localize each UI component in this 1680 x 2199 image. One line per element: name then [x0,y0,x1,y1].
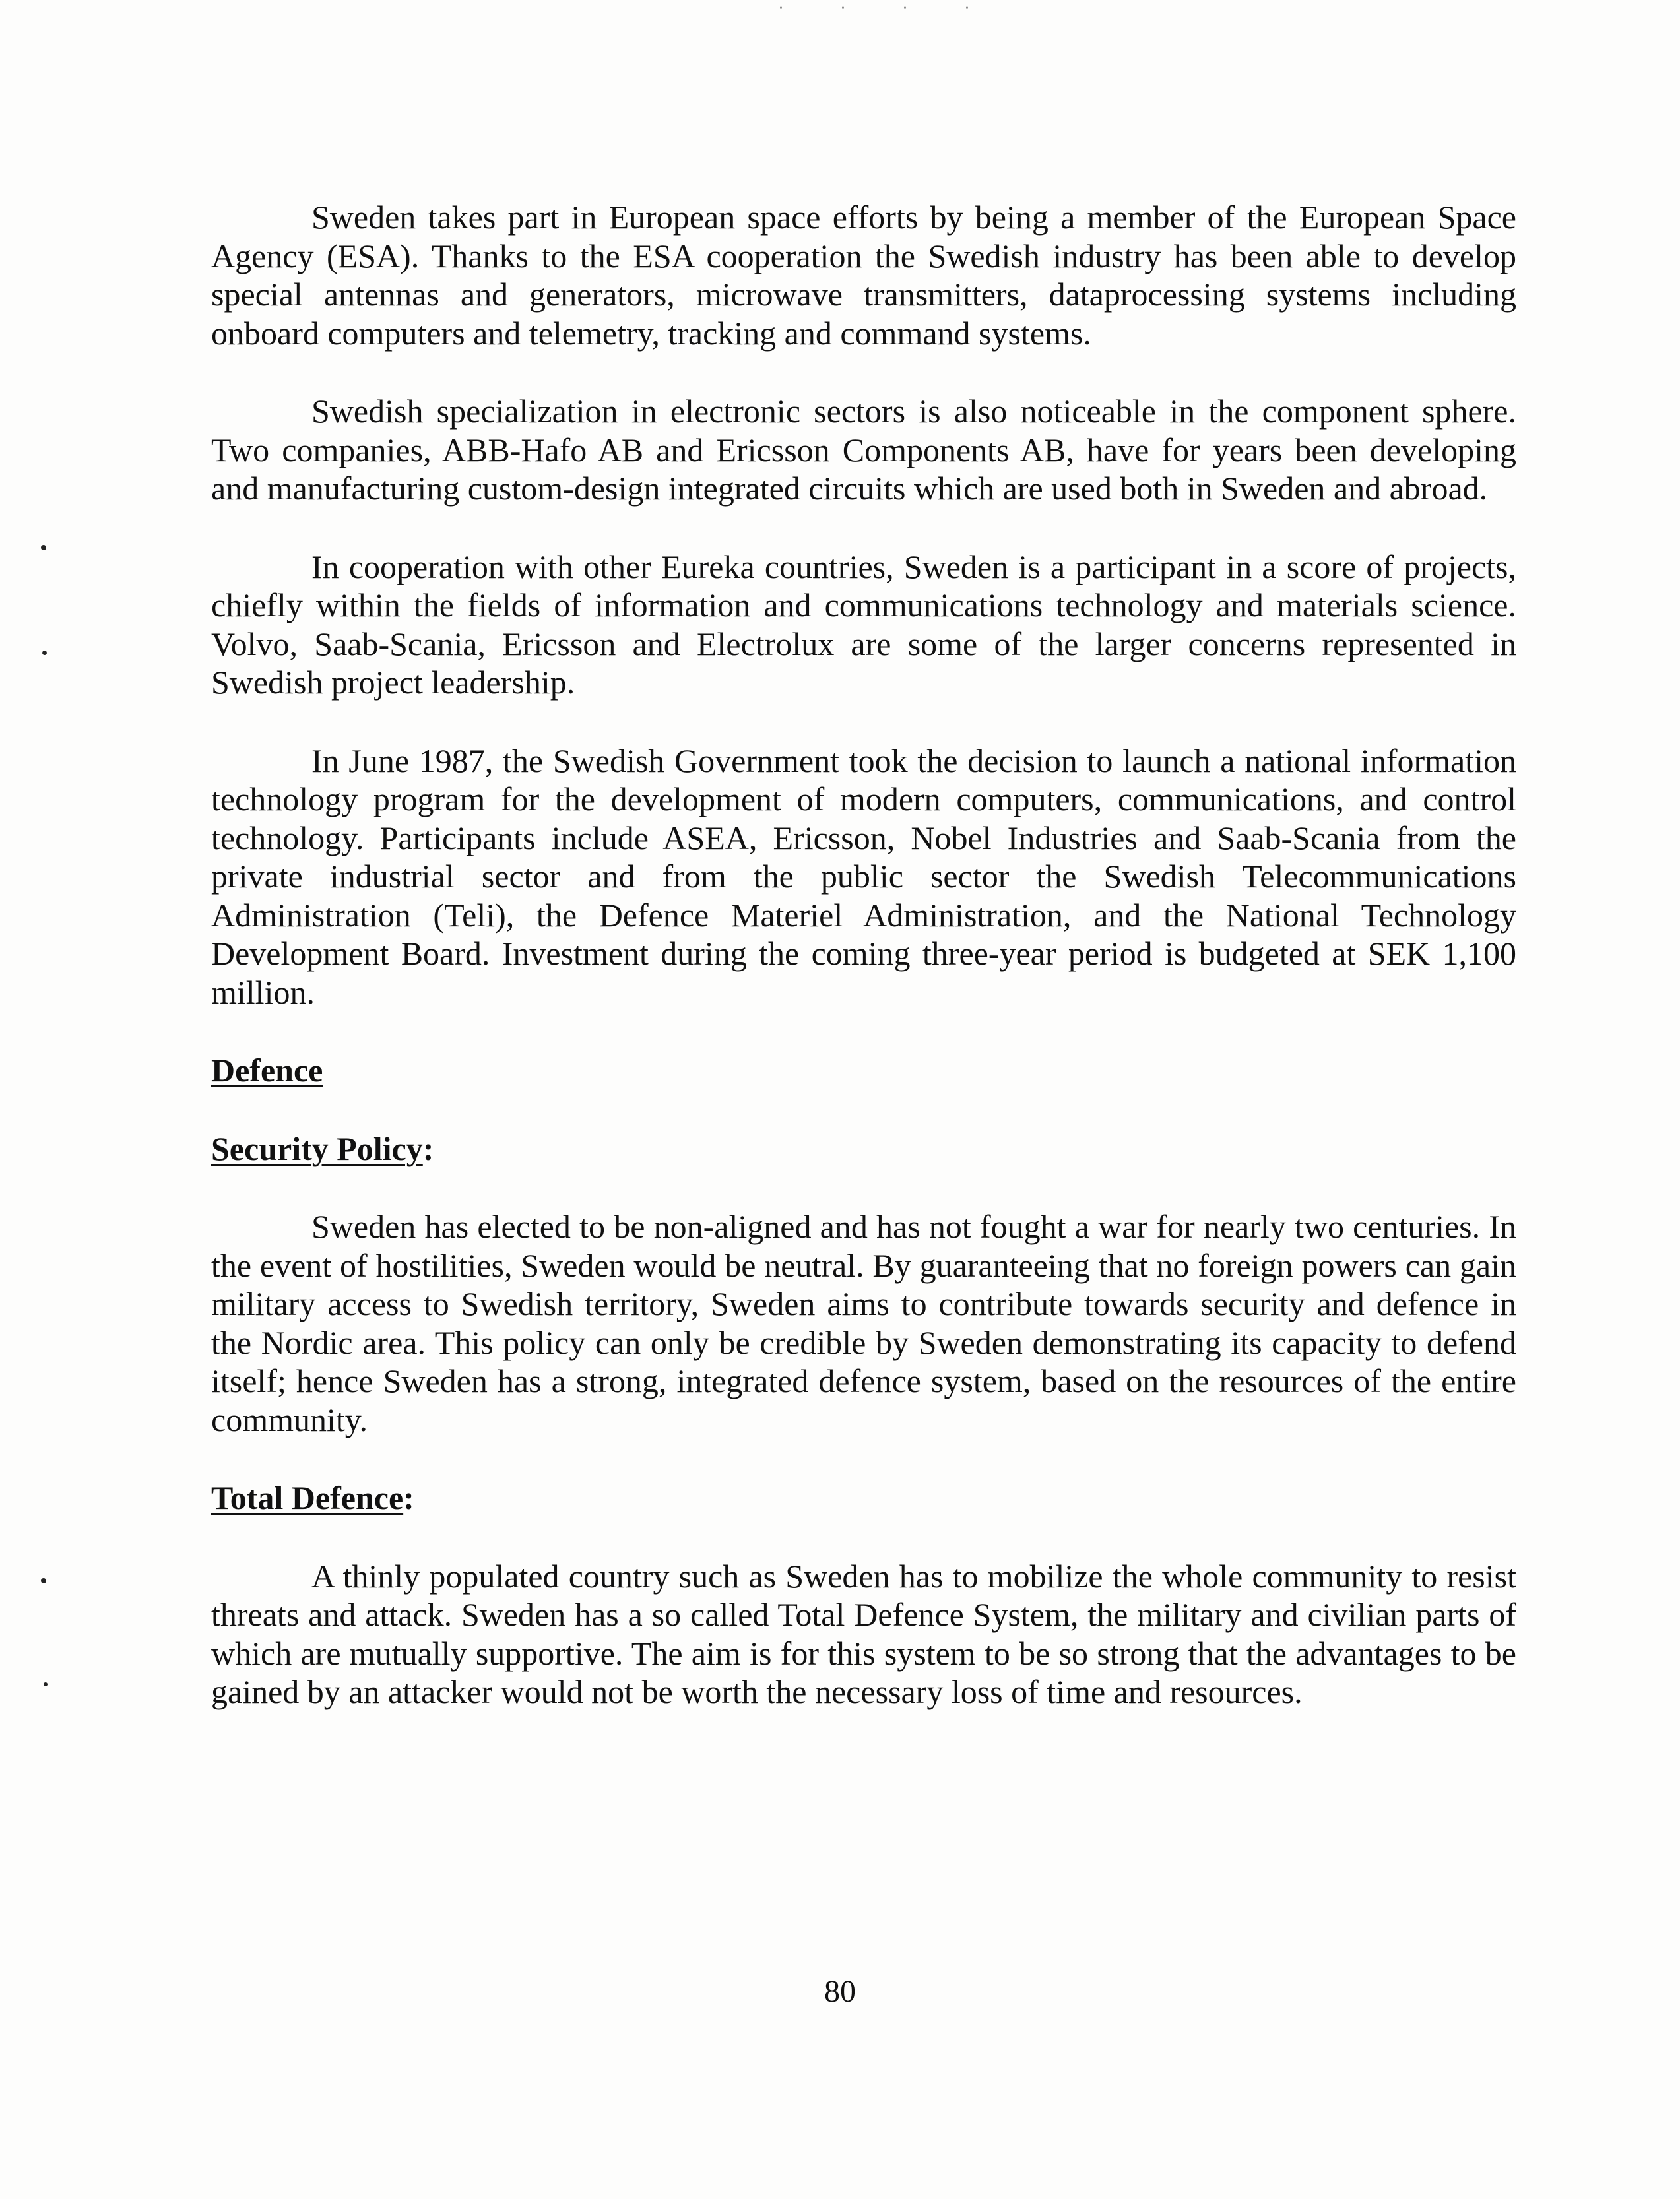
scan-speck [44,1682,48,1686]
scan-speck [41,1578,46,1583]
page-number: 80 [824,1974,856,2009]
paragraph-space-efforts: Sweden takes part in European space efforts by being a member of the European Space Agency (ESA). Thanks to the ESA cooperation the Swedish industry has been able to develop special antennas and generators, microwave transmitters, dataprocessing systems including onboard computers and telemetry, tracking and command systems. [211,199,1516,352]
scan-artifact-marks: · · · · [779,0,996,16]
subsection-heading-security-policy [211,1130,1516,1168]
security-policy-heading-colon: : [422,1130,434,1167]
scan-speck [41,545,46,550]
security-policy-heading-text: Security Policy [211,1130,423,1167]
subsection-heading-total-defence [211,1479,1516,1517]
paragraph-it-program: In June 1987, the Swedish Government took the decision to launch a national information technology program for the development of modern computers, communications, and control technology. Participants include ASEA, Ericsson, Nobel Industries and Saab-Scania from the private industrial sector and from the public sector the Swedish Telecommunications Administration (Teli), the Defence Materiel Administration, and the National Technology Development Board. Investment during the coming three-year period is budgeted at SEK 1,100 million. [211,742,1516,1011]
total-defence-heading-text: Total Defence [211,1479,404,1516]
defence-heading-text: Defence [211,1052,323,1089]
paragraph-total-defence: A thinly populated country such as Sweden has to mobilize the whole community to resist threats and attack. Sweden has a so called Total Defence System, the military and civilian parts of which are mutually supportive. The aim is for this system to be so strong that the advantages to be gained by an attacker would not be worth the necessary loss of time and resources. [211,1557,1516,1710]
document-body [211,198,1516,1751]
paragraph-electronic-specialization: Swedish specialization in electronic sectors is also noticeable in the component sphere. Two companies, ABB-Hafo AB and Ericsson Components AB, have for years been developing and manufacturing custom-design integrated circuits which are used both in Sweden and abroad. [211,393,1516,507]
paragraph-eureka-cooperation: In cooperation with other Eureka countries, Sweden is a participant in a score of projects, chiefly within the fields of information and communications technology and materials science. Volvo, Saab-Scania, Ericsson and Electrolux are some of the larger concerns represented in Swedish project leadership. [211,548,1516,701]
section-heading-defence [211,1051,1516,1090]
scan-speck [42,651,47,655]
paragraph-security-policy: Sweden has elected to be non-aligned and has not fought a war for nearly two centuries. In the event of hostilities, Sweden would be neutral. By guaranteeing that no foreign powers can gain military access to Swedish territory, Sweden aims to contribute towards security and defence in the Nordic area. This policy can only be credible by Sweden demonstrating its capacity to defend itself; hence Sweden has a strong, integrated defence system, based on the resources of the entire community. [211,1208,1516,1438]
total-defence-heading-colon: : [403,1479,414,1516]
